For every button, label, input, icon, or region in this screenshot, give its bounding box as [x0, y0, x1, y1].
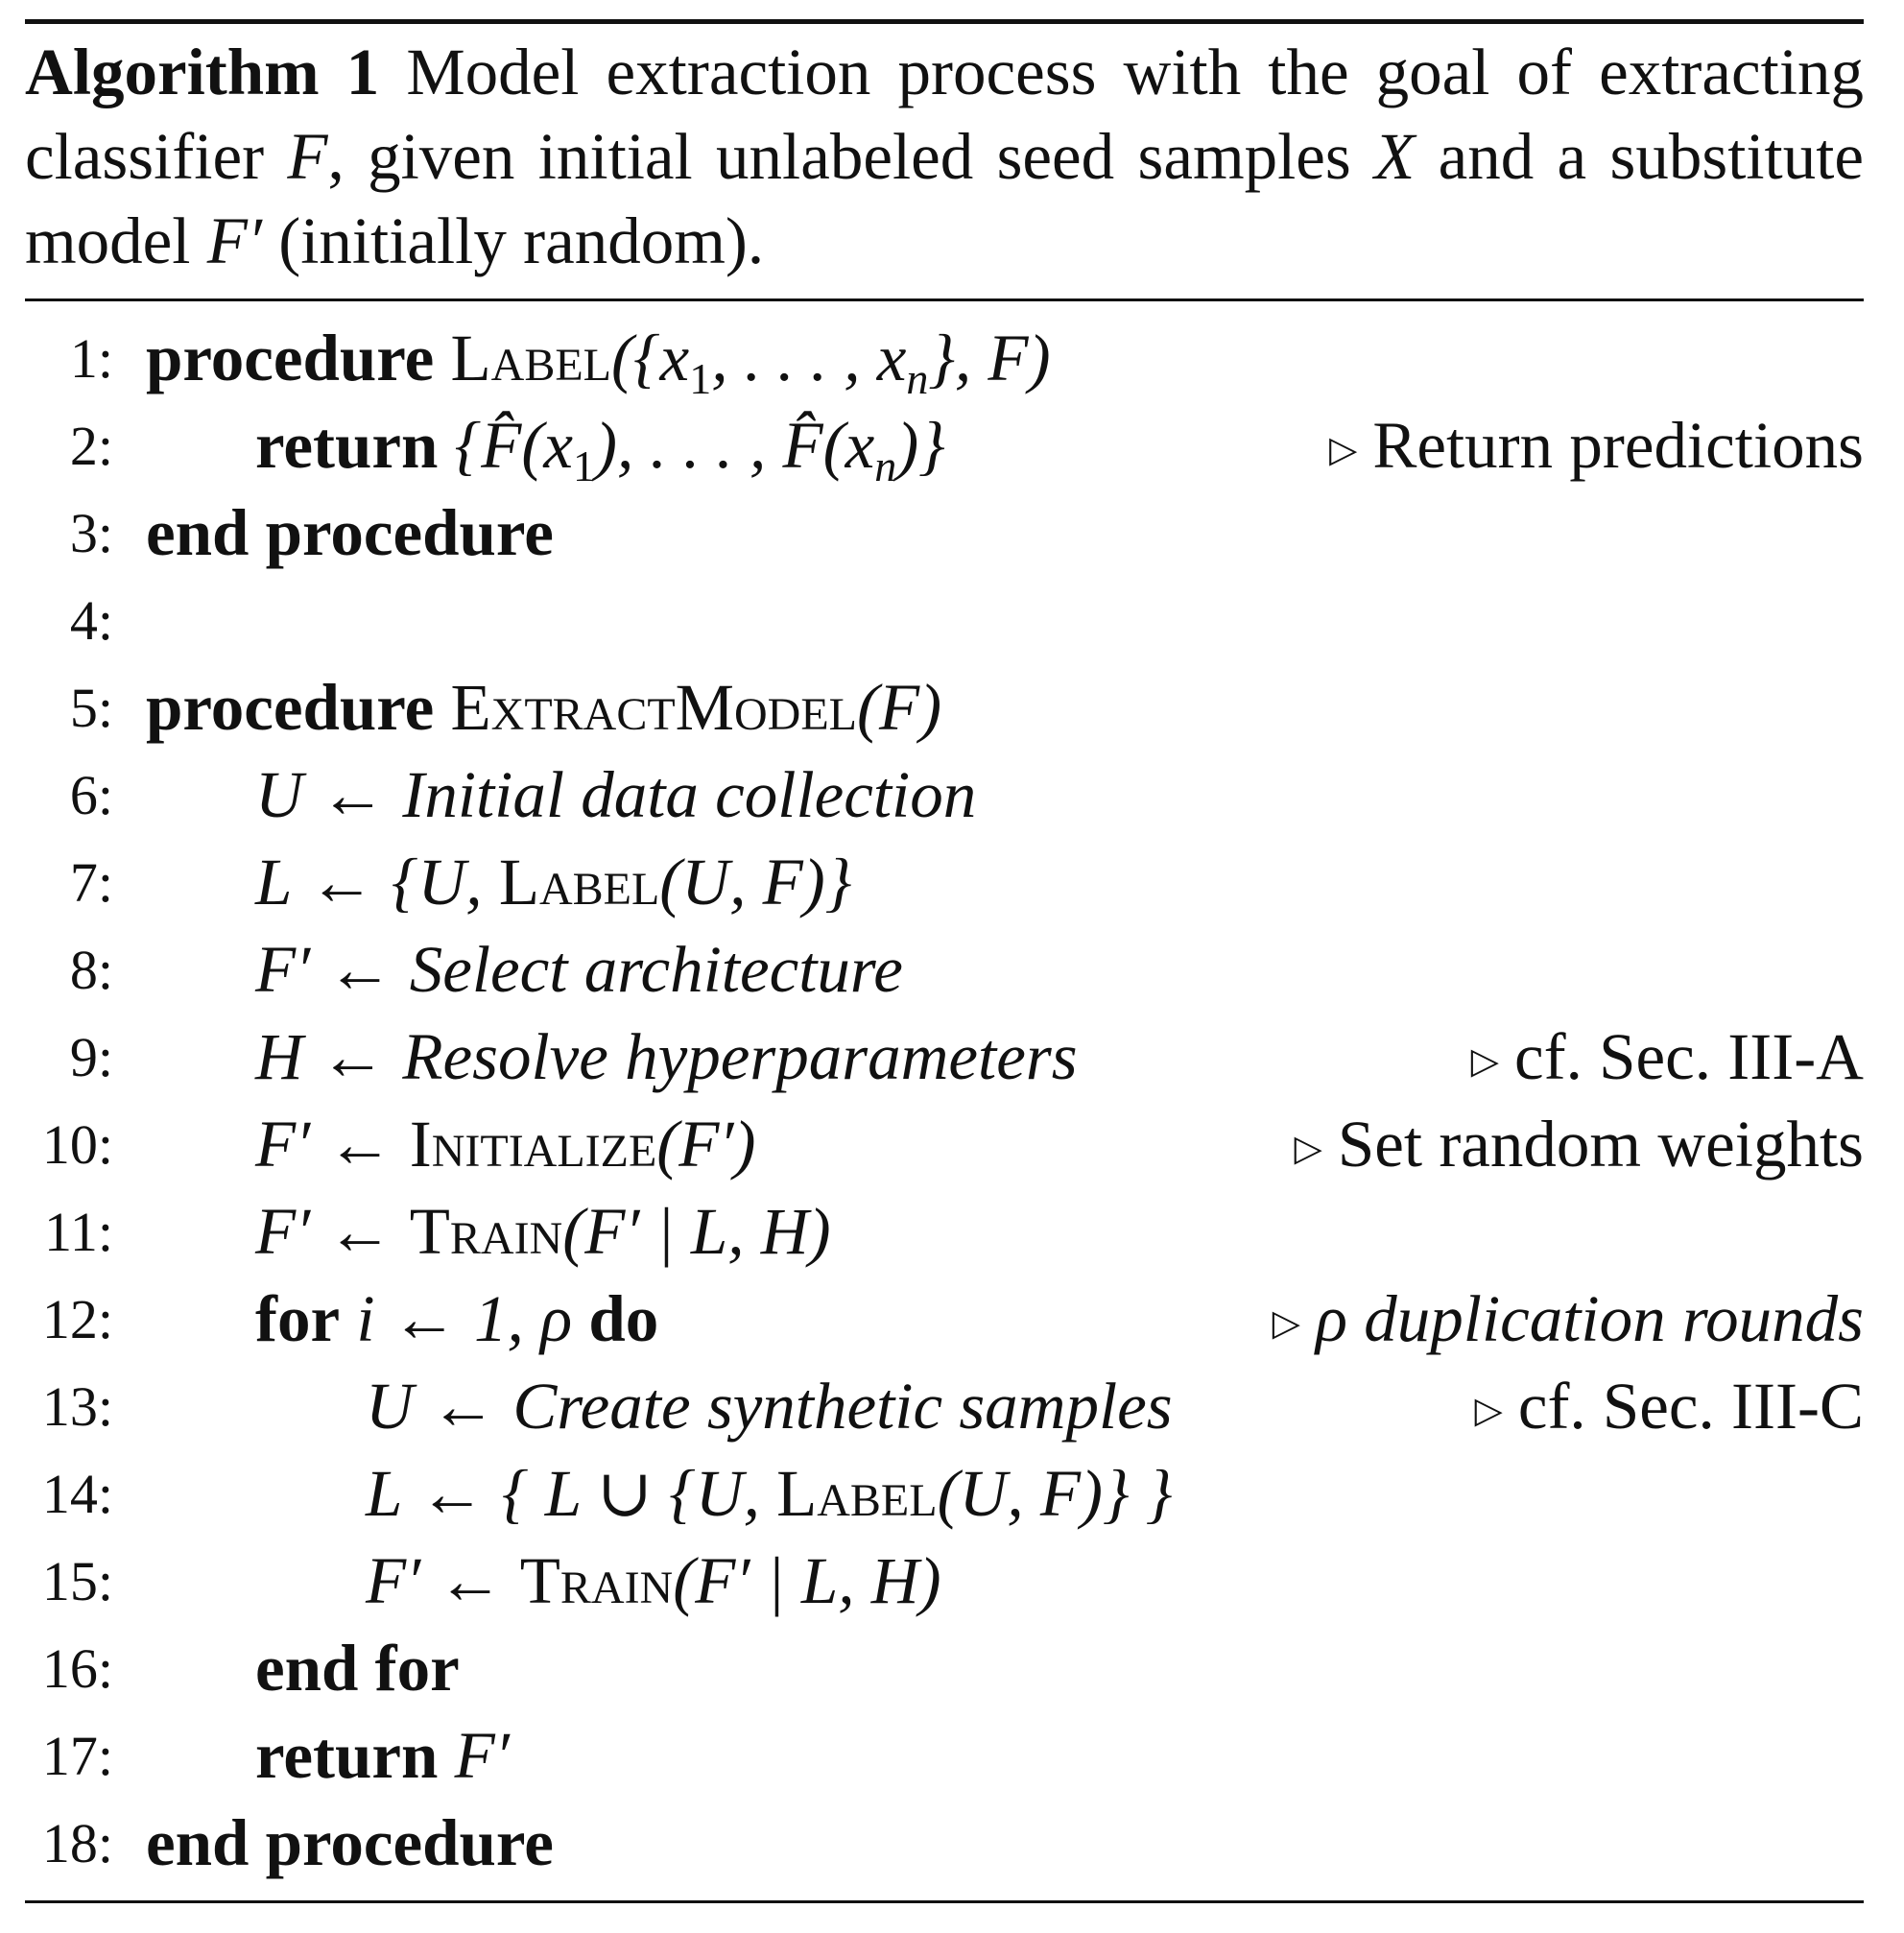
- keyword: end procedure: [146, 496, 554, 569]
- line-comment: [1329, 402, 1864, 494]
- algorithm-line: [25, 1800, 1864, 1887]
- step-text: Select architecture: [409, 933, 903, 1006]
- line-number: 15:: [41, 1550, 113, 1612]
- function-name: Label: [498, 846, 660, 919]
- args: (F): [856, 671, 942, 744]
- caption-var: X: [1374, 120, 1416, 193]
- function-name: ExtractModel: [450, 671, 857, 744]
- line-number: 12:: [41, 1288, 113, 1350]
- variable: F′: [255, 933, 311, 1006]
- line-number: 2:: [69, 415, 113, 477]
- algorithm-line: [25, 1101, 1864, 1188]
- algorithm-line: [25, 489, 1864, 577]
- algorithm-line: [25, 402, 1864, 489]
- line-number: 11:: [44, 1201, 113, 1263]
- expression: ), . . . , F̂(x: [594, 409, 875, 482]
- assign-arrow: ←: [326, 933, 393, 1006]
- line-number: 13:: [41, 1375, 113, 1438]
- step-text: Initial data collection: [402, 758, 977, 831]
- assign-arrow: ←: [437, 1544, 504, 1617]
- triangle-icon: ▷: [1272, 1303, 1300, 1344]
- comment-text: cf. Sec. III-C: [1517, 1370, 1864, 1443]
- line-body: [255, 1188, 831, 1276]
- assign-arrow: ←: [320, 758, 387, 831]
- function-name: Train: [409, 1195, 563, 1268]
- algorithm-lines: [25, 301, 1864, 1900]
- keyword: for: [255, 1282, 341, 1355]
- assign-arrow: ←: [320, 1020, 387, 1093]
- args: }, F): [928, 322, 1051, 394]
- algorithm-line: [25, 1538, 1864, 1625]
- caption-var: F′: [206, 204, 262, 277]
- line-number: 8:: [69, 939, 113, 1001]
- line-number: 1:: [69, 327, 113, 390]
- line-body: [255, 1014, 1078, 1101]
- line-comment: [1273, 1276, 1864, 1368]
- algorithm-line: [25, 926, 1864, 1014]
- expression: i ← 1, ρ: [356, 1282, 573, 1355]
- expression: (U, F)}: [659, 846, 852, 919]
- algorithm-line: [25, 1450, 1864, 1538]
- algorithm-caption: [25, 24, 1864, 298]
- step-text: Resolve hyperparameters: [402, 1020, 1078, 1093]
- line-comment: [1471, 1014, 1864, 1106]
- triangle-icon: ▷: [1329, 430, 1358, 470]
- triangle-icon: ▷: [1294, 1129, 1322, 1169]
- line-number: 9:: [69, 1026, 113, 1088]
- expression: (F′ | L, H): [673, 1544, 941, 1617]
- variable: U: [255, 758, 303, 831]
- algorithm-line: [25, 839, 1864, 926]
- line-body: [146, 315, 1051, 402]
- variable: F′: [366, 1544, 421, 1617]
- args: ({x: [610, 322, 690, 394]
- subscript: 1: [572, 441, 595, 490]
- line-number: 5:: [69, 677, 113, 739]
- function-name: Initialize: [409, 1108, 657, 1181]
- variable: H: [255, 1020, 303, 1093]
- line-body: [366, 1363, 1173, 1450]
- function-name: Train: [519, 1544, 674, 1617]
- keyword: procedure: [146, 322, 435, 394]
- triangle-icon: ▷: [1474, 1391, 1503, 1431]
- expression: )}: [896, 409, 945, 482]
- algorithm-line: [25, 1363, 1864, 1450]
- algorithm-line: [25, 1014, 1864, 1101]
- expression: (F′): [656, 1108, 756, 1181]
- function-name: Label: [776, 1457, 938, 1530]
- line-number: 4:: [69, 589, 113, 652]
- algorithm-line: [25, 1188, 1864, 1276]
- line-number: 3:: [69, 502, 113, 564]
- caption-text: and a substitute model: [25, 120, 1865, 277]
- line-body: [255, 402, 945, 489]
- expression: (U, F)} }: [937, 1457, 1173, 1530]
- line-number: 7:: [69, 851, 113, 914]
- args: , . . . , x: [711, 322, 907, 394]
- algorithm-line: [25, 1625, 1864, 1712]
- line-body: [255, 1276, 658, 1363]
- line-body: [255, 1101, 756, 1188]
- line-number: 17:: [41, 1725, 113, 1787]
- assign-arrow: ←: [326, 1108, 393, 1181]
- expression: F′: [454, 1719, 510, 1792]
- subscript: 1: [689, 354, 712, 403]
- line-comment: [1295, 1101, 1864, 1193]
- function-name: Label: [450, 322, 611, 394]
- algorithm-label: Algorithm 1: [25, 36, 380, 108]
- variable: U: [366, 1370, 414, 1443]
- variable: L: [366, 1457, 403, 1530]
- line-body: [255, 926, 903, 1014]
- line-number: 14:: [41, 1463, 113, 1525]
- line-number: 10:: [41, 1113, 113, 1176]
- assign-arrow: ←: [308, 846, 375, 919]
- keyword: return: [255, 1719, 439, 1792]
- line-number: 6:: [69, 764, 113, 826]
- variable: F′: [255, 1108, 311, 1181]
- step-text: Create synthetic samples: [512, 1370, 1173, 1443]
- line-body: [255, 839, 851, 926]
- variable: L: [255, 846, 293, 919]
- comment-text: Set random weights: [1337, 1108, 1864, 1181]
- bottom-rule: [25, 1900, 1864, 1903]
- caption-text: (initially random).: [261, 204, 765, 277]
- line-body: [146, 664, 941, 752]
- assign-arrow: ←: [418, 1457, 486, 1530]
- algorithm-line: [25, 664, 1864, 752]
- caption-text: Model extraction process with the goal of extracting classifier: [25, 36, 1864, 193]
- assign-arrow: ←: [326, 1195, 393, 1268]
- keyword: procedure: [146, 671, 435, 744]
- line-body: [255, 1712, 510, 1800]
- algorithm-line: [25, 752, 1864, 839]
- line-number: 18:: [41, 1812, 113, 1874]
- keyword: return: [255, 409, 439, 482]
- algorithm-line: [25, 315, 1864, 402]
- comment-text: cf. Sec. III-A: [1514, 1020, 1864, 1093]
- algorithm-line: [25, 1276, 1864, 1363]
- comment-text: ρ duplication rounds: [1315, 1282, 1864, 1355]
- expression: {F̂(x: [454, 409, 573, 482]
- expression: { L ∪ {U,: [501, 1457, 760, 1530]
- line-body: [366, 1538, 941, 1625]
- caption-var: F: [287, 120, 328, 193]
- expression: {U,: [391, 846, 483, 919]
- line-comment: [1475, 1363, 1864, 1455]
- keyword: end for: [255, 1632, 460, 1705]
- keyword: end procedure: [146, 1806, 554, 1879]
- comment-text: Return predictions: [1372, 409, 1864, 482]
- subscript: n: [874, 441, 897, 490]
- line-body: [255, 752, 976, 839]
- caption-text: , given initial unlabeled seed samples: [327, 120, 1375, 193]
- line-number: 16:: [41, 1637, 113, 1700]
- line-body: [366, 1450, 1172, 1538]
- algorithm-line: [25, 1712, 1864, 1800]
- triangle-icon: ▷: [1470, 1041, 1500, 1082]
- algorithm-block: [25, 19, 1864, 1903]
- algorithm-line: [25, 577, 1864, 664]
- expression: (F′ | L, H): [562, 1195, 831, 1268]
- keyword: do: [588, 1282, 659, 1355]
- variable: F′: [255, 1195, 311, 1268]
- assign-arrow: ←: [430, 1370, 497, 1443]
- subscript: n: [906, 354, 929, 403]
